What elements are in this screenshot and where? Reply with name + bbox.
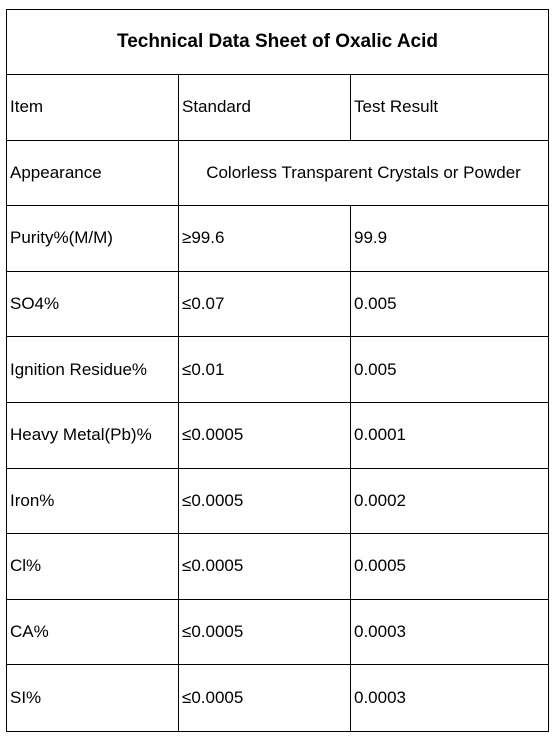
appearance-item: Appearance (7, 141, 179, 207)
row-standard: ≤0.0005 (179, 665, 351, 731)
row-standard: ≤0.0005 (179, 534, 351, 600)
row-item: Iron% (7, 469, 179, 535)
row-result: 0.0002 (351, 469, 548, 535)
data-sheet-table (6, 9, 549, 732)
row-result: 0.005 (351, 272, 548, 338)
row-standard: ≤0.0005 (179, 600, 351, 666)
row-item: Purity%(M/M) (7, 206, 179, 272)
row-item: SI% (7, 665, 179, 731)
appearance-value: Colorless Transparent Crystals or Powder (179, 141, 548, 207)
table-title: Technical Data Sheet of Oxalic Acid (7, 10, 548, 75)
row-standard: ≤0.07 (179, 272, 351, 338)
row-item: Ignition Residue% (7, 337, 179, 403)
row-standard: ≤0.01 (179, 337, 351, 403)
row-result: 0.0001 (351, 403, 548, 469)
row-item: CA% (7, 600, 179, 666)
header-standard: Standard (179, 75, 351, 141)
row-standard: ≥99.6 (179, 206, 351, 272)
row-item: SO4% (7, 272, 179, 338)
row-standard: ≤0.0005 (179, 469, 351, 535)
header-item: Item (7, 75, 179, 141)
row-result: 0.0003 (354, 688, 406, 708)
row-result: 99.9 (351, 206, 548, 272)
row-item: Cl% (7, 534, 179, 600)
row-result: 0.005 (351, 337, 548, 403)
row-item: Heavy Metal(Pb)% (7, 403, 179, 469)
header-test-result: Test Result (351, 75, 548, 141)
row-result: 0.0003 (351, 600, 548, 666)
row-standard: ≤0.0005 (179, 403, 351, 469)
row-result: 0.0005 (351, 534, 548, 600)
